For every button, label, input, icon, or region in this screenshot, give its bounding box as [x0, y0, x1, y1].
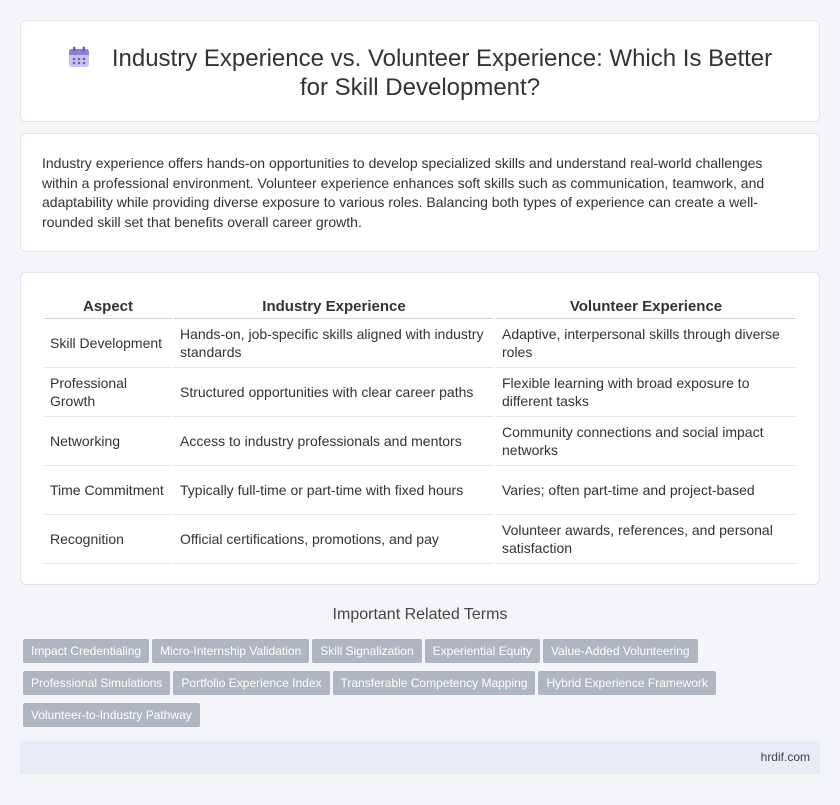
table-row — [44, 466, 796, 515]
cell-aspect: Networking — [44, 417, 172, 466]
tag-link[interactable]: Portfolio Experience Index — [173, 671, 329, 695]
page-title: Industry Experience vs. Volunteer Experience: Which Is Better for Skill Development? — [111, 45, 773, 101]
tag-link[interactable]: Professional Simulations — [23, 671, 170, 695]
tag-link[interactable]: Micro-Internship Validation — [152, 639, 309, 663]
table-row — [44, 368, 796, 417]
cell-volunteer: Volunteer awards, references, and personal satisfaction — [496, 515, 796, 564]
related-terms-title: Important Related Terms — [332, 606, 508, 623]
intro-text: Industry experience offers hands-on opportunities to develop specialized skills and understand real-world challenges within a professional environment. Volunteer experience enhances soft skills such as communication, teamwork, and adaptability while providing diverse exposure to various roles. Balancing both types of experience can create a well-rounded skill set that benefits overall career growth. — [42, 155, 765, 230]
header-industry: Industry Experience — [174, 297, 494, 319]
tag-link[interactable]: Experiential Equity — [425, 639, 540, 663]
cell-volunteer: Community connections and social impact networks — [496, 417, 796, 466]
table-header-row — [44, 297, 796, 319]
table-row — [44, 515, 796, 564]
tag-link[interactable]: Impact Credentialing — [23, 639, 149, 663]
comparison-card — [20, 272, 820, 585]
cell-volunteer: Adaptive, interpersonal skills through diverse roles — [496, 319, 796, 368]
table-row — [44, 417, 796, 466]
cell-aspect: Time Commitment — [44, 466, 172, 515]
cell-volunteer: Flexible learning with broad exposure to different tasks — [496, 368, 796, 417]
cell-volunteer: Varies; often part-time and project-based — [496, 466, 796, 515]
cell-industry: Access to industry professionals and mentors — [174, 417, 494, 466]
header-card — [20, 20, 820, 122]
footer-bar — [20, 741, 820, 774]
tag-link[interactable]: Hybrid Experience Framework — [538, 671, 715, 695]
header-volunteer: Volunteer Experience — [496, 297, 796, 319]
cell-industry: Structured opportunities with clear career paths — [174, 368, 494, 417]
cell-industry: Hands-on, job-specific skills aligned with industry standards — [174, 319, 494, 368]
cell-aspect: Professional Growth — [44, 368, 172, 417]
footer-site-link[interactable]: hrdif.com — [760, 750, 810, 764]
intro-card — [20, 133, 820, 252]
tag-link[interactable]: Skill Signalization — [312, 639, 421, 663]
header-aspect: Aspect — [44, 297, 172, 319]
cell-aspect: Recognition — [44, 515, 172, 564]
tag-link[interactable]: Volunteer-to-Industry Pathway — [23, 703, 200, 727]
tag-link[interactable]: Value-Added Volunteering — [543, 639, 698, 663]
cell-aspect: Skill Development — [44, 319, 172, 368]
calendar-icon — [68, 46, 90, 68]
tag-link[interactable]: Transferable Competency Mapping — [333, 671, 536, 695]
related-terms-tags — [23, 639, 823, 735]
cell-industry: Typically full-time or part-time with fixed hours — [174, 466, 494, 515]
table-row — [44, 319, 796, 368]
comparison-table — [42, 297, 798, 564]
cell-industry: Official certifications, promotions, and pay — [174, 515, 494, 564]
page-title-wrap — [21, 44, 819, 102]
